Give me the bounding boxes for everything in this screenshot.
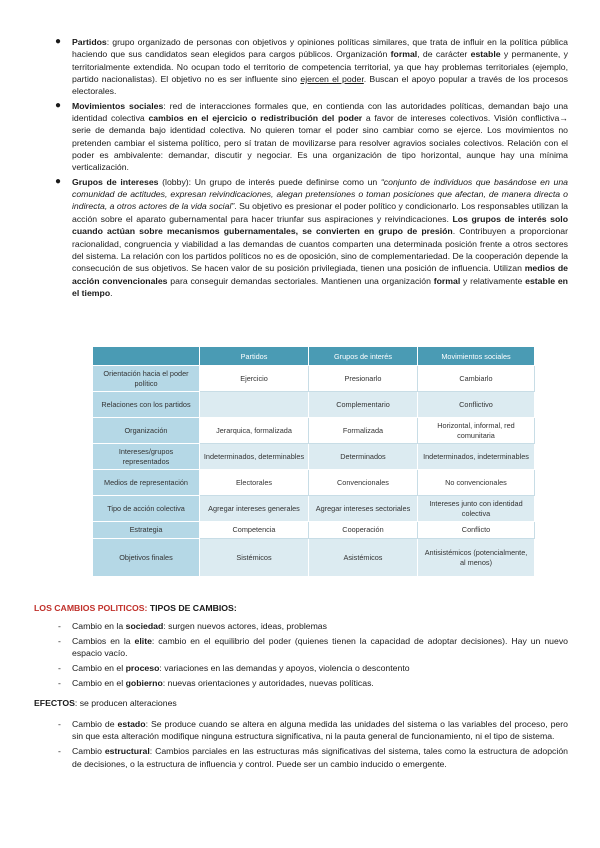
table-row: [93, 522, 535, 539]
dash-icon: -: [58, 663, 61, 674]
table-cell: Intereses junto con identidad colectiva: [418, 496, 535, 522]
table-header-cell: [93, 347, 200, 366]
table-cell: Horizontal, informal, red comunitaria: [418, 418, 535, 444]
table-cell: Cooperación: [309, 522, 418, 539]
dash-icon: -: [58, 719, 61, 729]
bullet-icon: ●: [55, 36, 62, 47]
bullet-icon: ●: [55, 175, 62, 187]
table-cell: Indeterminados, indeterminables: [418, 444, 535, 470]
table-cell: Ejercicio: [200, 366, 309, 392]
table-cell: Convencionales: [309, 470, 418, 496]
table-row: [93, 392, 535, 418]
effects-heading: EFECTOS: se producen alteraciones: [34, 698, 177, 708]
table-cell: Sistémicos: [200, 539, 309, 577]
table-row: [93, 496, 535, 522]
table-header-cell: Grupos de interés: [309, 347, 418, 366]
table-cell: No convencionales: [418, 470, 535, 496]
table-row: [93, 366, 535, 392]
table-row: [93, 539, 535, 577]
table-cell: Indeterminados, determinables: [200, 444, 309, 470]
row-header-cell: Objetivos finales: [93, 539, 200, 577]
row-header-cell: Organización: [93, 418, 200, 444]
table-cell: Agregar intereses generales: [200, 496, 309, 522]
table-cell: Competencia: [200, 522, 309, 539]
list-item: - Cambio estructural: Cambios parciales en las estructuras más significativas del sistema, tales como la estructura de adopción de decisiones, o la estructura de influencia y control. Puede ser un cambio inducido o emergente.: [58, 746, 568, 769]
list-item: - Cambio de estado: Se produce cuando se altera en alguna medida las unidades del sistema o las variables del proceso, pero sin que esta alteración modifique ninguna estructura significativa, ni la pauta general de funcionamiento, ni el tipo de sistema.: [58, 719, 568, 742]
row-header-cell: Tipo de acción colectiva: [93, 496, 200, 522]
table-cell: Cambiarlo: [418, 366, 535, 392]
row-header-cell: Estrategia: [93, 522, 200, 539]
list-item: - Cambio en la sociedad: surgen nuevos actores, ideas, problemas: [58, 621, 327, 631]
list-item: - Cambios en la elite: cambio en el equilibrio del poder (quienes tienen la capacidad de adoptar decisiones). Hay un nuevo espacio vacío.: [58, 635, 568, 659]
table-cell: Electorales: [200, 470, 309, 496]
table-row: [93, 444, 535, 470]
table-cell: Conflictivo: [418, 392, 535, 418]
actors-list: [52, 36, 568, 301]
dash-icon: -: [58, 621, 61, 631]
list-item-movimientos: ● Movimientos sociales: red de interacciones formales que, en contienda con las autoridades políticas, demandan bajo una identidad colectiva cambios en el ejercicio o redistribución del poder a favor de intereses colectivos. Visión conflictiva→ serie de demanda bajo identidad colectiva. No quieren tomar el poder sino cambiar como se ejerce. Los movimientos no pretenden cambiar el sistema político, pero sí tratan de movilizarse para resolver agravios sociales colectivos. Relación con el poder es ambivalente: demandar, discutir y negociar. Es una organización de tipo horizontal, aunque hay una mínima verticalización.: [55, 99, 568, 173]
table-row: [93, 470, 535, 496]
table-cell: Jerarquica, formalizada: [200, 418, 309, 444]
list-item-partidos: ● Partidos: grupo organizado de personas con objetivos y opiniones políticas similares, que trata de influir en la política pública haciendo que sus candidatos sean elegidos para cargos públicos. Organización formal, de carácter estable y permanente, y territorialmente extendida. No ocupan todo el territorio de competencia territorial, ya que hay problemas territoriales (ejemplo, partido nacionalistas). El objetivo no es ser influente sino ejercen el poder. Buscan el apoyo popular a través de los procesos electorales.: [55, 36, 569, 97]
table-header-row: [93, 347, 535, 366]
table-cell: Presionarlo: [309, 366, 418, 392]
row-header-cell: Relaciones con los partidos: [93, 392, 200, 418]
row-header-cell: Medios de representación: [93, 470, 200, 496]
table-cell: [200, 392, 309, 418]
dash-icon: -: [58, 746, 61, 757]
table-cell: Determinados: [309, 444, 418, 470]
table-cell: Complementario: [309, 392, 418, 418]
list-item-grupos: ● Grupos de intereses (lobby): Un grupo de interés puede definirse como un “conjunto de individuos que basándose en una comunidad de actitudes, expresan reivindicaciones, alegan pretensiones o toman posiciones que afectan, de manera directa o indirecta, a otros actores de la vida social”. Su objetivo es presionar el poder político y condicionarlo. Los responsables utilizan la acción sobre el aparato gubernamental para hacer triunfar sus aspiraciones y reivindicaciones. Los grupos de interés solo cuando actúan sobre mecanismos gubernamentales, se convierten en grupo de presión. Contribuyen a proporcionar racionalidad, congruencia y viabilidad a las demandas de cuantos comparten una determinada posición frente a otros sectores del sistema. La relación con los partidos políticos no es de oposición, sino de complementariedad. De la cooperación depende la consecución de sus objetivos. Se hacen valor de su posición privilegiada, tienen una posición de influencia. Utilizan medios de acción convencionales para conseguir demandas sectoriales. Mantienen una organización formal y relativamente estable en el tiempo.: [55, 175, 569, 298]
table-cell: Formalizada: [309, 418, 418, 444]
table-cell: Asistémicos: [309, 539, 418, 577]
row-header-cell: Orientación hacia el poder político: [93, 366, 200, 392]
section-heading: LOS CAMBIOS POLITICOS: TIPOS DE CAMBIOS:: [34, 603, 237, 613]
dash-icon: -: [58, 635, 61, 646]
table-row: [93, 418, 535, 444]
table-cell: Agregar intereses sectoriales: [309, 496, 418, 522]
comparison-table: [92, 346, 535, 577]
table-cell: Antisistémicos (potencialmente, al menos): [418, 539, 535, 577]
list-item: - Cambio en el proceso: variaciones en las demandas y apoyos, violencia o descontento: [58, 663, 410, 674]
bullet-icon: ●: [55, 99, 62, 111]
table-header-cell: Movimientos sociales: [418, 347, 535, 366]
list-item: - Cambio en el gobierno: nuevas orientaciones y autoridades, nuevas políticas.: [58, 677, 374, 688]
table-cell: Conflicto: [418, 522, 535, 539]
effects-list: [52, 718, 568, 772]
row-header-cell: Intereses/grupos representados: [93, 444, 200, 470]
table-header-cell: Partidos: [200, 347, 309, 366]
dash-icon: -: [58, 677, 61, 688]
change-types-list: [52, 620, 568, 692]
